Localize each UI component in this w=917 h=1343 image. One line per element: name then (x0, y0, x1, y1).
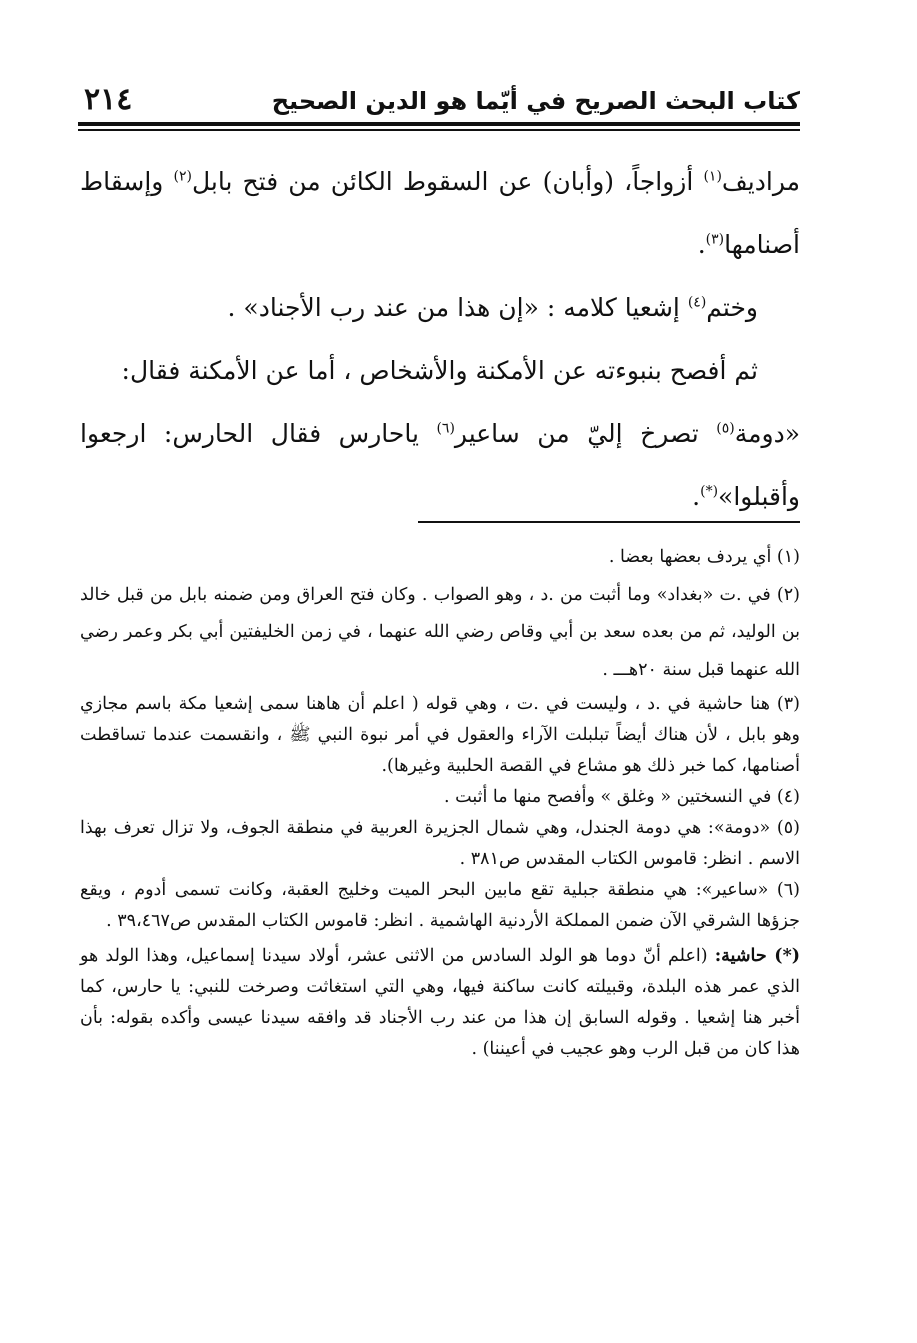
paragraph-1 (80, 150, 800, 276)
paragraph-4-text-c: ياحارس فقال الحارس: ارجعوا وأقبلوا» (80, 419, 800, 511)
footnote-ref-4: (٤) (687, 294, 707, 311)
paragraph-1-text-a: مراديف (721, 167, 801, 196)
paragraph-4 (80, 402, 800, 528)
footnote-ref-3: (٣) (705, 231, 725, 248)
footnote-ref-star: (*) (700, 483, 719, 500)
footnote-3: (٣) هنا حاشية في .د ، وليست في .ت ، وهي قوله ( اعلم أن هاهنا سمى إشعيا مكة باسم مجازي وهو بابل ، لأن هناك أيضاً تبلبلت الآراء والعقول في أمر نبوة النبي ﷺ ، وانقسمت عندما تساقطت أصنامها، كما خبر ذلك هو مشاع في القصة الحلبية وغيرها). (80, 694, 800, 776)
paragraph-4-text-d: . (692, 482, 701, 511)
paragraph-1-text-c: وإسقاط أصنامها (80, 167, 800, 259)
page-header (78, 82, 800, 120)
paragraph-2-text-a: وختم (706, 293, 758, 322)
paragraph-4-text-a: «دومة (734, 419, 800, 448)
footnote-ref-5: (٥) (716, 420, 735, 437)
footnote-ref-2: (٢) (173, 168, 192, 185)
main-text (80, 150, 800, 528)
running-title: كتاب البحث الصريح في أيّما هو الدين الصحيح (271, 87, 800, 115)
footnote-6: (٦) «ساعير»: هي منطقة جبلية تقع مابين البحر الميت وخليج العقبة، وكانت تسمى أدوم ، ويقع جزؤها الشرقي الآن ضمن المملكة الأردنية الهاشمية . انظر: قاموس الكتاب المقدس ص٣٩،٤٦٧ . (80, 880, 800, 931)
header-rule-thick (78, 122, 800, 126)
paragraph-2 (80, 276, 800, 339)
footnotes (80, 539, 800, 1065)
paragraph-4-text-b: تصرخ إليّ من ساعير (454, 419, 717, 448)
header-rule-thin (78, 129, 800, 131)
footnote-4: (٤) في النسختين « وغلق » وأفصح منها ما أثبت . (444, 787, 800, 807)
footnote-separator (418, 521, 800, 523)
footnote-ref-6: (٦) (436, 420, 455, 437)
footnote-star (80, 941, 800, 1065)
footnote-ref-1: (١) (703, 168, 722, 185)
footnote-5: (٥) «دومة»: هي دومة الجندل، وهي شمال الجزيرة العربية في منطقة الجوف، ولا تزال تعرف بهذا الاسم . انظر: قاموس الكتاب المقدس ص٣٨١ . (80, 818, 800, 869)
paragraph-3: ثم أفصح بنبوءته عن الأمكنة والأشخاص ، أما عن الأمكنة فقال: (121, 356, 758, 385)
footnote-star-label: (*) حاشية: (714, 946, 800, 966)
paragraph-1-text-d: . (697, 230, 706, 259)
footnote-2: (٢) في .ت «بغداد» وما أثبت من .د ، وهو الصواب . وكان فتح العراق ومن ضمنه بابل من قبل خالد بن الوليد، ثم من بعده سعد بن أبي وقاص رضي الله عنهما ، في زمن الخليفتين أبي بكر وعمر رضي الله عنهما قبل سنة ٢٠هـــ . (80, 584, 800, 680)
footnote-1: (١) أي يردف بعضها بعضا . (608, 547, 800, 567)
page-number: ٢١٤ (84, 82, 133, 117)
footnote-star-text: (اعلم أنّ دوما هو الولد السادس من الاثنى عشر، أولاد سيدنا إسماعيل، وهذا الولد هو الذي عمر هذه البلدة، وقبيلته كانت ساكنة فيها، وهي التي استغاثت وصرخت للنبي: يا حارس، كما أخبر هنا إشعيا . وقوله السابق إن هذا من عند رب الأجناد قد وافقه سيدنا عيسى وأكده بقوله: بأن هذا كان من قبل الرب وهو عجيب في أعيننا) . (80, 946, 800, 1059)
paragraph-1-text-b: أزواجاً، (وأبان) عن السقوط الكائن من فتح بابل (191, 167, 704, 196)
paragraph-2-text-b: إشعيا كلامه : «إن هذا من عند رب الأجناد» . (227, 293, 688, 322)
